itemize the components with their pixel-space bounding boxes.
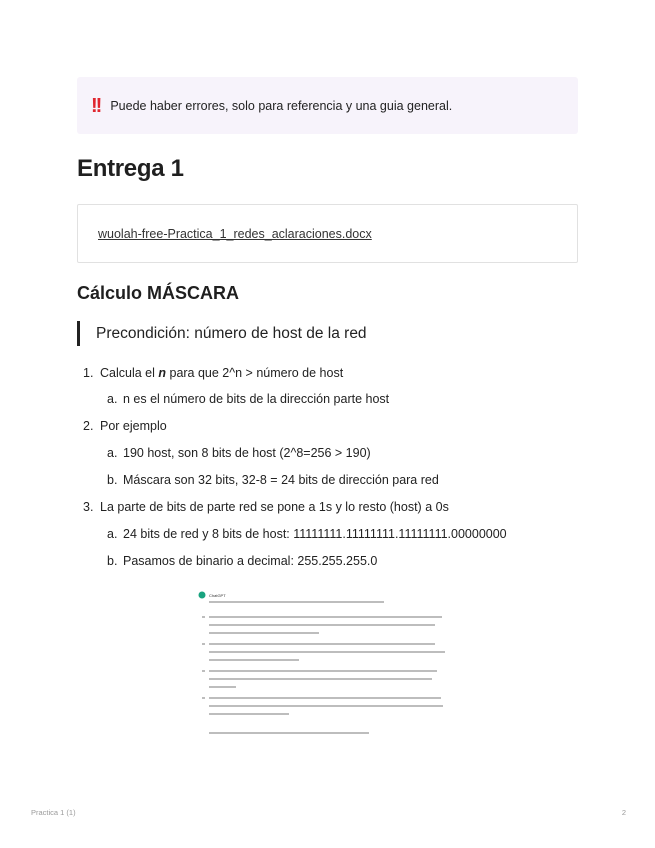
list-letter: a. (107, 527, 118, 541)
list-text-bold: n (158, 366, 167, 380)
list-text: n es el número de bits de la dirección parte host (123, 392, 390, 406)
list-text: La parte de bits de parte red se pone a 1s y lo resto (host) a 0s (100, 500, 449, 514)
file-link[interactable]: wuolah-free-Practica_1_redes_aclaraciones.docx (98, 227, 372, 241)
list-item (107, 392, 389, 406)
blurred-text-lines (202, 601, 445, 734)
list-item (83, 366, 343, 380)
list-item (107, 473, 439, 487)
file-attachment[interactable] (77, 204, 578, 263)
chatgpt-logo-icon (199, 592, 206, 599)
list-text: Máscara son 32 bits, 32-8 = 24 bits de dirección para red (123, 473, 439, 487)
list-text: Calcula el (100, 366, 159, 380)
embedded-screenshot-image (196, 589, 458, 749)
list-item (107, 554, 377, 568)
list-text: 24 bits de red y 8 bits de host: 11111111.11111111.11111111.00000000 (123, 527, 507, 541)
list-number: 3. (83, 500, 94, 514)
list-item (107, 446, 371, 460)
list-number: 2. (83, 419, 94, 433)
footer-page-number: 2 (621, 808, 626, 817)
list-letter: a. (107, 392, 118, 406)
list-letter: a. (107, 446, 118, 460)
list-text: para que 2^n > número de host (166, 366, 344, 380)
warning-callout (77, 77, 578, 134)
embedded-header: ChatGPT (209, 593, 226, 598)
quote-block: Precondición: número de host de la red (77, 321, 367, 346)
list-text: Por ejemplo (100, 419, 167, 433)
list-number: 1. (83, 366, 94, 380)
list-item (107, 527, 507, 541)
footer-document-name: Practica 1 (1) (31, 808, 76, 817)
list-item (83, 500, 449, 514)
double-exclamation-icon: !! (91, 94, 101, 117)
list-text: 190 host, son 8 bits de host (2^8=256 > 190) (123, 446, 371, 460)
section-heading: Cálculo MÁSCARA (77, 283, 240, 303)
list-letter: b. (107, 473, 118, 487)
list-item (83, 419, 167, 433)
list-letter: b. (107, 554, 118, 568)
page-title: Entrega 1 (77, 155, 184, 182)
list-text: Pasamos de binario a decimal: 255.255.255.0 (123, 554, 378, 568)
callout-text: Puede haber errores, solo para referencia y una guia general. (110, 98, 453, 113)
